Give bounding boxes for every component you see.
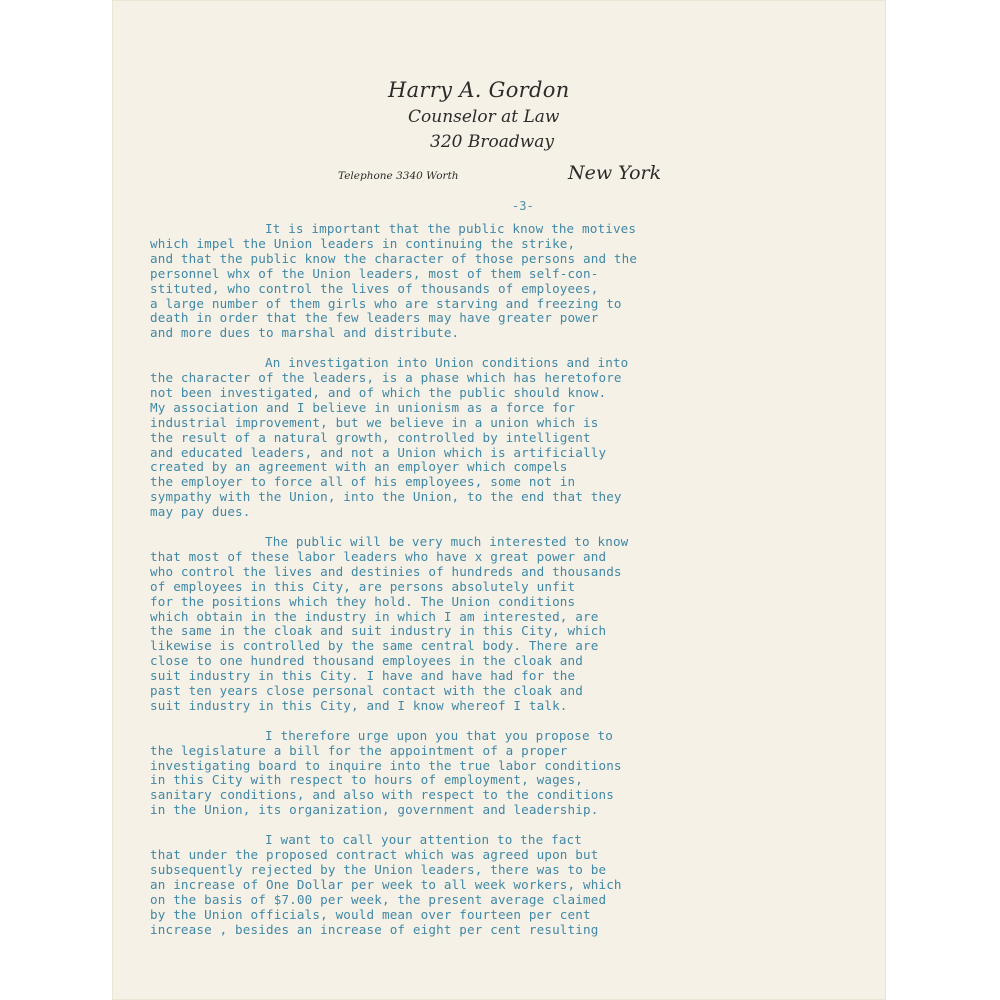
text-line: and that the public know the character of those persons and the [150, 250, 638, 266]
text-line: a large number of them girls who are starving and freezing to [150, 295, 622, 311]
letter-body [150, 222, 850, 952]
text-line: for the positions which they hold. The Union conditions [150, 593, 576, 609]
text-line: the character of the leaders, is a phase which has heretofore [150, 370, 622, 386]
text-line: on the basis of $7.00 per week, the present average claimed [150, 891, 607, 907]
text-line: which impel the Union leaders in continuing the strike, [150, 235, 576, 251]
text-line: in this City with respect to hours of employment, wages, [150, 772, 583, 788]
page-number: -3- [512, 199, 534, 213]
text-line: not been investigated, and of which the public should know. [150, 384, 607, 400]
text-line: increase , besides an increase of eight per cent resulting [150, 921, 599, 937]
letterhead-title: Counselor at Law [408, 107, 560, 127]
text-line: who control the lives and destinies of hundreds and thousands [150, 563, 622, 579]
text-line: that under the proposed contract which was agreed upon but [150, 847, 599, 862]
text-line: and educated leaders, and not a Union which is artificially [150, 444, 607, 460]
text-line: may pay dues. [150, 504, 251, 520]
paragraph [150, 729, 850, 818]
text-line: personnel whx of the Union leaders, most of them self-con- [150, 265, 599, 281]
text-line: the employer to force all of his employees, some not in [150, 474, 576, 490]
text-line: close to one hundred thousand employees in the cloak and [150, 653, 583, 669]
text-line: stituted, who control the lives of thousands of employees, [150, 280, 599, 296]
text-line: subsequently rejected by the Union leaders, there was to be [150, 861, 607, 877]
text-line: and more dues to marshal and distribute. [150, 325, 460, 341]
paragraph [150, 833, 850, 937]
text-line: which obtain in the industry in which I am interested, are [150, 608, 599, 624]
text-line: in the Union, its organization, government and leadership. [150, 802, 599, 818]
text-line: My association and I believe in unionism as a force for [150, 399, 576, 415]
text-line: of employees in this City, are persons absolutely unfit [150, 578, 576, 594]
text-line: that most of these labor leaders who have x great power and [150, 548, 607, 564]
text-line: likewise is controlled by the same central body. There are [150, 638, 599, 654]
paragraph [150, 222, 850, 341]
text-line: the same in the cloak and suit industry in this City, which [150, 623, 607, 639]
text-line: death in order that the few leaders may have greater power [150, 310, 599, 326]
paragraph [150, 356, 850, 520]
text-line: the legislature a bill for the appointment of a proper [150, 742, 568, 758]
letterhead-telephone: Telephone 3340 Worth [338, 170, 459, 182]
text-line: sanitary conditions, and also with respect to the conditions [150, 787, 614, 803]
paragraph [150, 535, 850, 714]
text-line: the result of a natural growth, controlled by intelligent [150, 429, 591, 445]
text-line: It is important that the public know the motives [265, 221, 637, 236]
text-line: I want to call your attention to the fact [265, 832, 583, 848]
text-line: past ten years close personal contact with the cloak and [150, 683, 583, 699]
letterhead-name: Harry A. Gordon [388, 78, 570, 102]
text-line: by the Union officials, would mean over fourteen per cent [150, 906, 591, 922]
letterhead-city: New York [568, 162, 662, 184]
letterhead [112, 0, 886, 200]
text-line: I therefore urge upon you that you propose to [265, 727, 613, 743]
text-line: industrial improvement, but we believe in a union which is [150, 414, 599, 430]
text-line: suit industry in this City. I have and have had for the [150, 668, 576, 684]
text-line: an increase of One Dollar per week to all week workers, which [150, 876, 622, 892]
text-line: The public will be very much interested to know [265, 534, 629, 549]
text-line: created by an agreement with an employer which compels [150, 459, 568, 475]
letterhead-address: 320 Broadway [430, 132, 555, 152]
text-line: sympathy with the Union, into the Union, to the end that they [150, 489, 622, 505]
text-line: investigating board to inquire into the true labor conditions [150, 757, 622, 773]
text-line: An investigation into Union conditions and into [265, 355, 629, 371]
text-line: suit industry in this City, and I know whereof I talk. [150, 697, 568, 713]
